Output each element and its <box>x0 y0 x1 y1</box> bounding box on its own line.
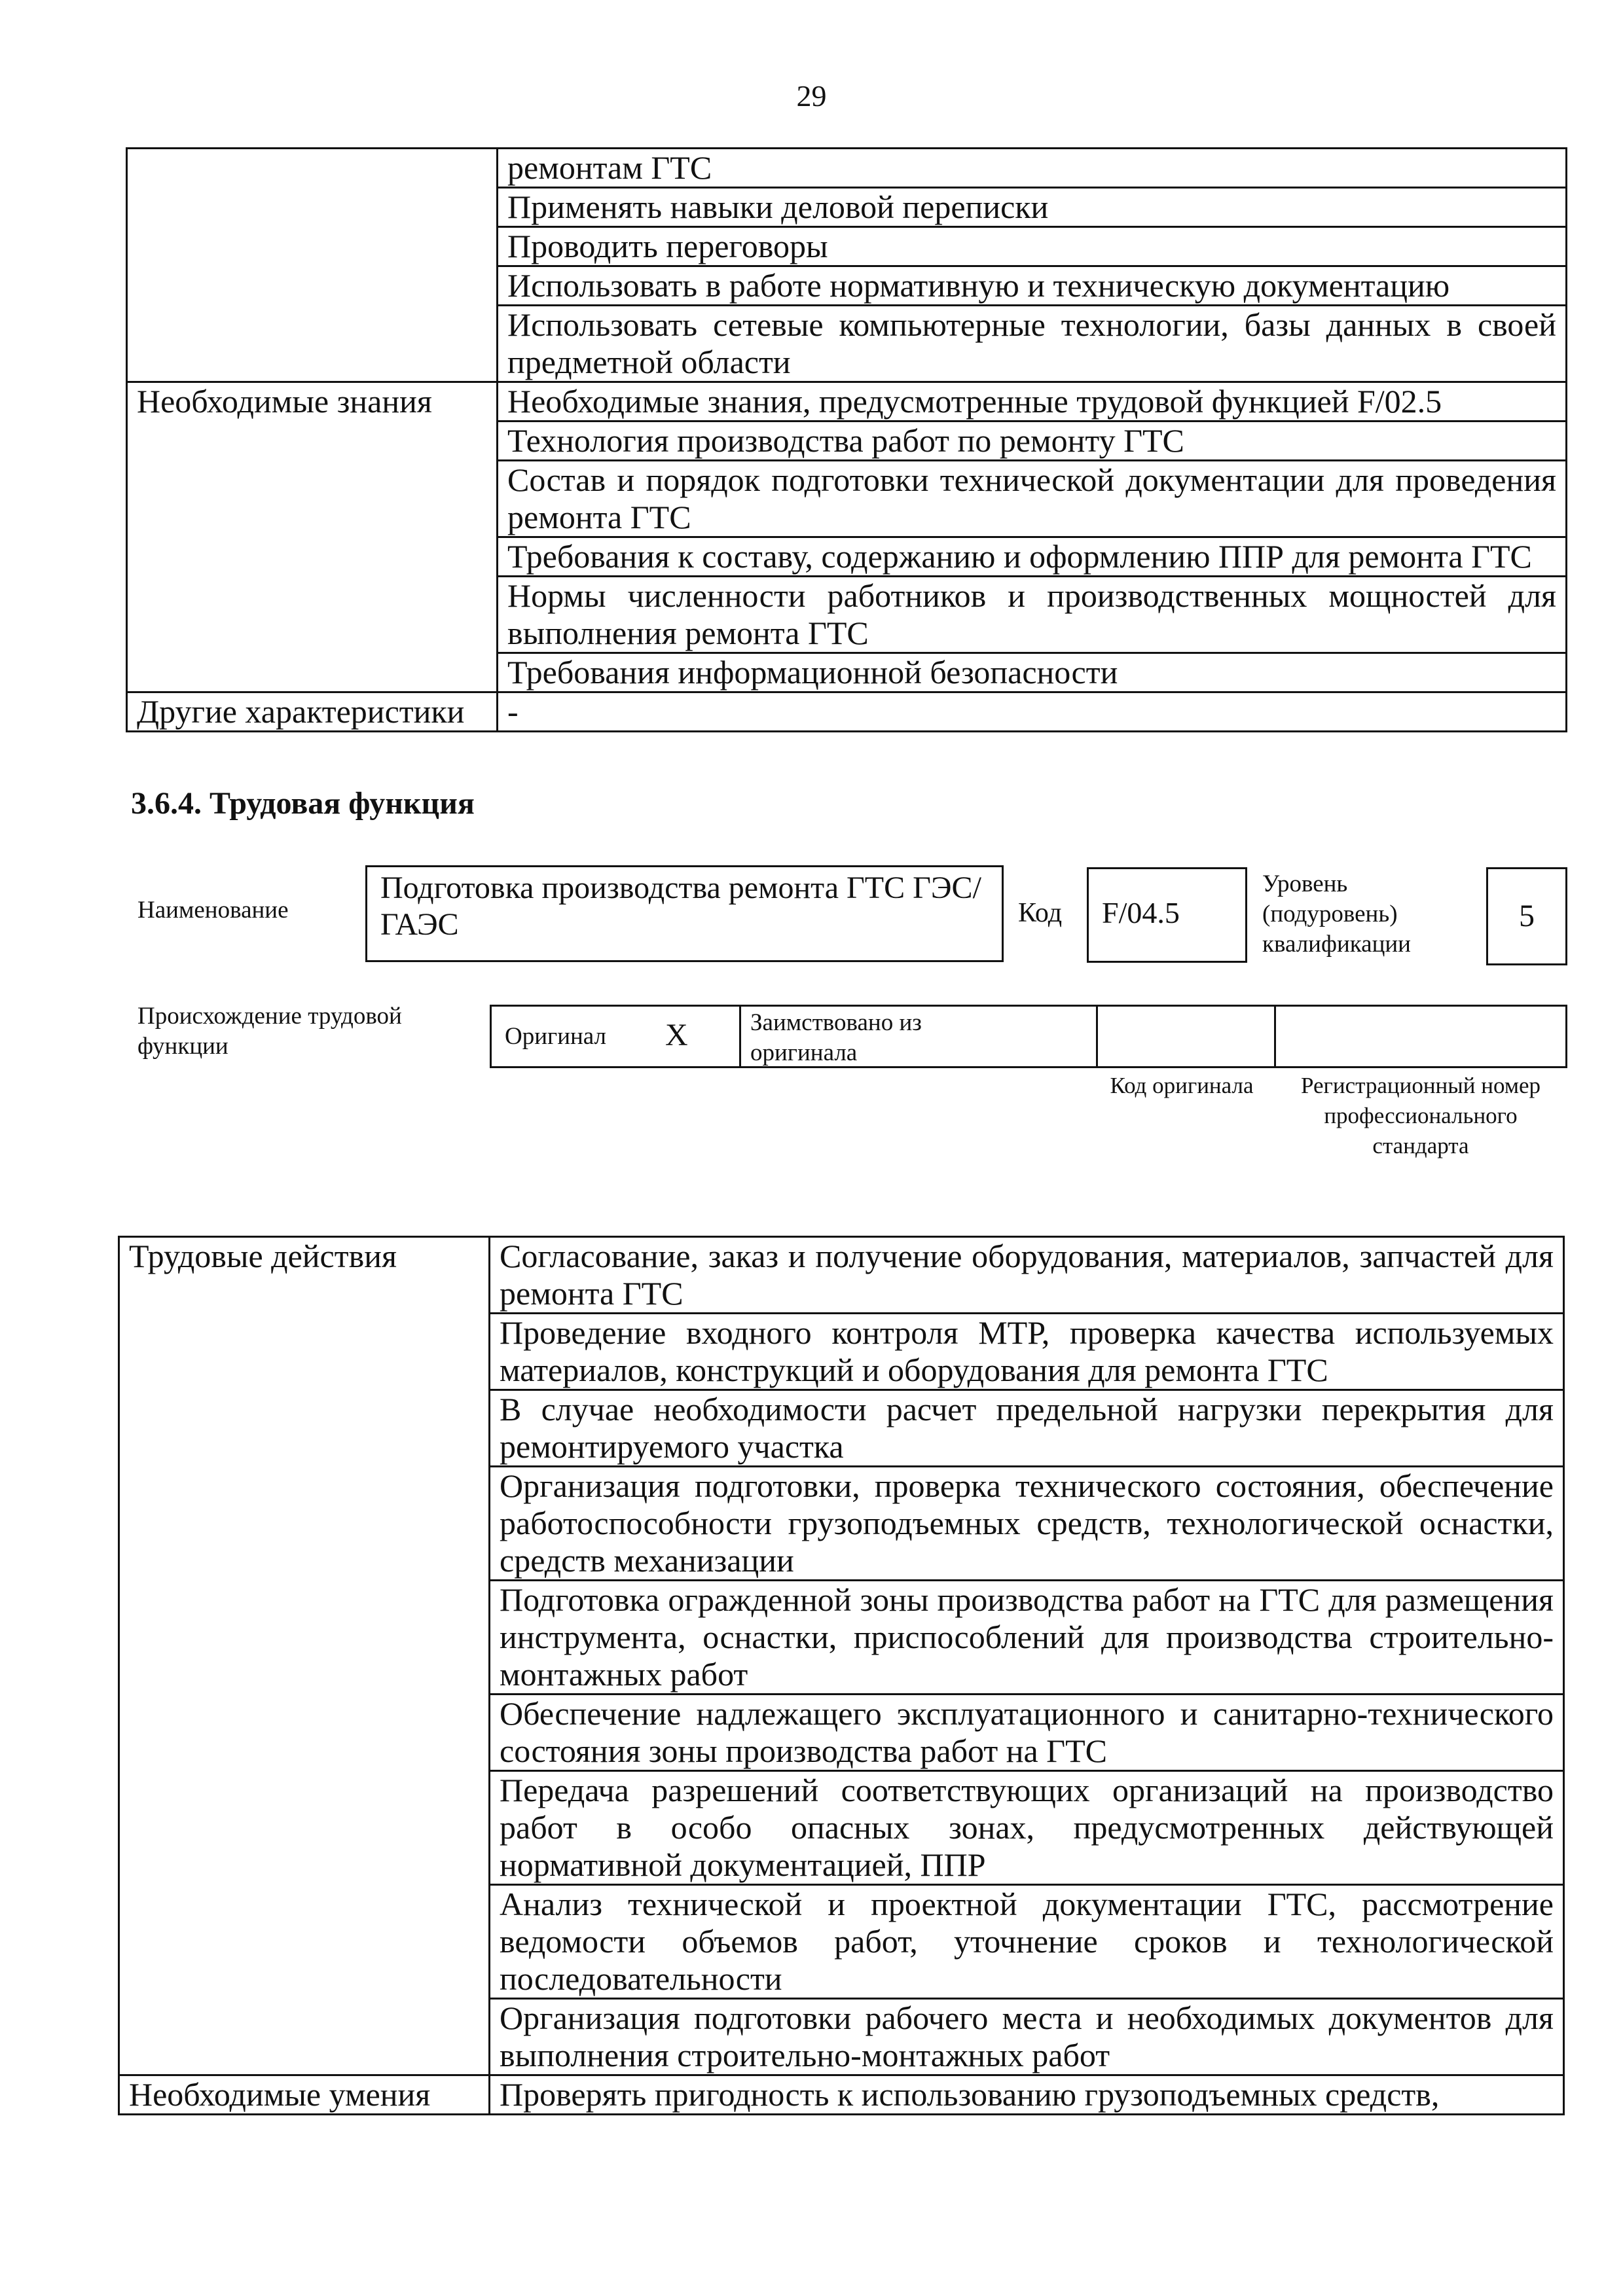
row-label <box>127 149 498 382</box>
row-label: Необходимые знания <box>127 382 498 692</box>
row-text: В случае необходимости расчет предельной нагрузки перекрытия для ремонтируемого участка <box>490 1390 1564 1467</box>
divider <box>739 1007 741 1066</box>
row-text: Согласование, заказ и получение оборудования, материалов, запчастей для ремонта ГТС <box>490 1237 1564 1314</box>
borrowed-label: Заимствовано из оригинала <box>750 1009 922 1066</box>
row-text: ремонтам ГТС <box>498 149 1567 188</box>
row-text: Проверять пригодность к использованию грузоподъемных средств, <box>490 2075 1564 2115</box>
row-label: Трудовые действия <box>119 1237 490 2075</box>
row-text: Использовать в работе нормативную и техническую документацию <box>498 266 1567 306</box>
row-text: - <box>498 692 1567 732</box>
skills-knowledge-table <box>126 147 1567 732</box>
name-value-box <box>365 865 1004 962</box>
level-value: 5 <box>1519 899 1535 933</box>
divider <box>1096 1007 1098 1066</box>
original-code-caption: Код оригинала <box>1110 1073 1254 1098</box>
table-row <box>127 149 1567 188</box>
original-mark: X <box>665 1018 688 1052</box>
row-text: Организация подготовки рабочего места и необходимых документов для выполнения строительно-монтажных работ <box>490 1999 1564 2075</box>
table-row <box>119 1237 1564 1314</box>
row-text: Обеспечение надлежащего эксплуатационного и санитарно-технического состояния зоны производства работ на ГТС <box>490 1695 1564 1771</box>
page-number: 29 <box>796 79 827 113</box>
row-text: Применять навыки деловой переписки <box>498 188 1567 227</box>
row-text: Организация подготовки, проверка технического состояния, обеспечение работоспособности грузоподъемных средств, технологической оснастки, средств механизации <box>490 1467 1564 1581</box>
row-text: Использовать сетевые компьютерные технологии, базы данных в своей предметной области <box>498 306 1567 382</box>
level-value-box <box>1486 867 1567 965</box>
name-label: Наименование <box>137 897 289 924</box>
row-text: Проводить переговоры <box>498 227 1567 266</box>
name-value: Подготовка производства ремонта ГТС ГЭС/ГАЭС <box>380 870 981 942</box>
row-label: Необходимые умения <box>119 2075 490 2115</box>
origin-row <box>490 1005 1567 1068</box>
row-text: Нормы численности работников и производственных мощностей для выполнения ремонта ГТС <box>498 577 1567 653</box>
code-label: Код <box>1018 898 1063 928</box>
row-label: Другие характеристики <box>127 692 498 732</box>
code-value: F/04.5 <box>1102 896 1180 929</box>
labor-actions-table <box>118 1236 1565 2115</box>
table-row <box>127 382 1567 422</box>
row-text: Требования информационной безопасности <box>498 653 1567 692</box>
table-row <box>127 692 1567 732</box>
table-row <box>119 2075 1564 2115</box>
origin-label: Происхождение трудовой функции <box>137 1003 402 1060</box>
row-text: Проведение входного контроля МТР, проверка качества используемых материалов, конструкций и оборудования для ремонта ГТС <box>490 1314 1564 1390</box>
row-text: Требования к составу, содержанию и оформлению ППР для ремонта ГТС <box>498 537 1567 577</box>
level-label: Уровень (подуровень) квалификации <box>1262 870 1411 958</box>
registration-number-caption: Регистрационный номер профессионального стандарта <box>1300 1073 1541 1158</box>
row-text: Необходимые знания, предусмотренные трудовой функцией F/02.5 <box>498 382 1567 422</box>
section-title: 3.6.4. Трудовая функция <box>131 786 475 821</box>
row-text: Технология производства работ по ремонту ГТС <box>498 422 1567 461</box>
row-text: Состав и порядок подготовки технической документации для проведения ремонта ГТС <box>498 461 1567 537</box>
divider <box>1274 1007 1276 1066</box>
row-text: Анализ технической и проектной документации ГТС, рассмотрение ведомости объемов работ, уточнение сроков и технологической последовательности <box>490 1885 1564 1999</box>
original-label: Оригинал <box>505 1023 607 1050</box>
code-value-box <box>1087 867 1247 963</box>
row-text: Передача разрешений соответствующих организаций на производство работ в особо опасных зонах, предусмотренных действующей нормативной документацией, ППР <box>490 1771 1564 1885</box>
row-text: Подготовка огражденной зоны производства работ на ГТС для размещения инструмента, оснастки, приспособлений для производства строительно-монтажных работ <box>490 1581 1564 1695</box>
